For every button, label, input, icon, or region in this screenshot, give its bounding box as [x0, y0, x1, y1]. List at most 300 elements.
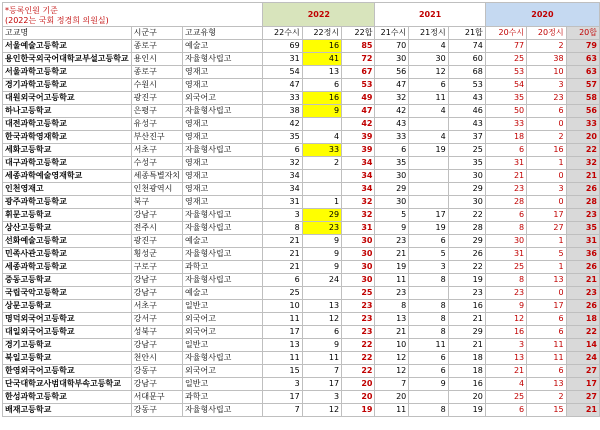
cell-21-jeongsi[interactable]: 11 — [409, 92, 448, 105]
cell-20-susi[interactable]: 4 — [485, 378, 526, 391]
cell-20-total[interactable]: 21 — [566, 404, 599, 417]
cell-22-susi[interactable]: 21 — [263, 248, 302, 261]
cell-20-total[interactable]: 14 — [566, 339, 599, 352]
cell-22-susi[interactable]: 17 — [263, 326, 302, 339]
cell-20-jeongsi[interactable]: 2 — [527, 40, 566, 53]
cell-22-susi[interactable]: 47 — [263, 79, 302, 92]
cell-district[interactable]: 세종특별자치 — [131, 170, 182, 183]
cell-21-jeongsi[interactable]: 9 — [409, 378, 448, 391]
cell-20-jeongsi[interactable]: 13 — [527, 274, 566, 287]
cell-22-jeongsi[interactable]: 11 — [302, 352, 341, 365]
cell-district[interactable]: 인천광역시 — [131, 183, 182, 196]
cell-22-jeongsi[interactable]: 13 — [302, 300, 341, 313]
cell-school-type[interactable]: 외국어고 — [183, 313, 263, 326]
cell-20-susi[interactable]: 25 — [485, 261, 526, 274]
cell-20-total[interactable]: 23 — [566, 209, 599, 222]
cell-district[interactable]: 서초구 — [131, 300, 182, 313]
cell-22-susi[interactable]: 33 — [263, 92, 302, 105]
cell-20-susi[interactable]: 6 — [485, 404, 526, 417]
cell-21-jeongsi[interactable] — [409, 170, 448, 183]
header-22-jeongsi[interactable]: 22정시 — [302, 27, 341, 40]
cell-21-susi[interactable]: 23 — [375, 235, 409, 248]
cell-22-susi[interactable]: 38 — [263, 105, 302, 118]
cell-20-susi[interactable]: 8 — [485, 222, 526, 235]
group-2021[interactable]: 2021 — [375, 3, 485, 27]
cell-21-jeongsi[interactable] — [409, 183, 448, 196]
cell-20-total[interactable]: 58 — [566, 92, 599, 105]
cell-22-total[interactable]: 34 — [342, 157, 375, 170]
cell-21-jeongsi[interactable]: 6 — [409, 235, 448, 248]
cell-22-jeongsi[interactable]: 12 — [302, 313, 341, 326]
cell-22-jeongsi[interactable]: 9 — [302, 248, 341, 261]
cell-22-jeongsi[interactable]: 17 — [302, 378, 341, 391]
cell-21-susi[interactable]: 33 — [375, 131, 409, 144]
cell-22-susi[interactable]: 34 — [263, 183, 302, 196]
cell-22-susi[interactable]: 10 — [263, 300, 302, 313]
cell-22-susi[interactable]: 7 — [263, 404, 302, 417]
cell-22-susi[interactable]: 32 — [263, 157, 302, 170]
cell-21-total[interactable]: 21 — [448, 339, 485, 352]
cell-20-susi[interactable]: 13 — [485, 352, 526, 365]
cell-21-total[interactable]: 30 — [448, 170, 485, 183]
cell-20-jeongsi[interactable]: 5 — [527, 248, 566, 261]
cell-21-jeongsi[interactable]: 30 — [409, 53, 448, 66]
cell-21-jeongsi[interactable]: 11 — [409, 339, 448, 352]
cell-20-total[interactable]: 18 — [566, 313, 599, 326]
cell-20-jeongsi[interactable]: 6 — [527, 326, 566, 339]
cell-school[interactable]: 용인한국외국어대학교부설고등학교 — [3, 53, 132, 66]
cell-21-total[interactable]: 68 — [448, 66, 485, 79]
group-2022[interactable]: 2022 — [263, 3, 375, 27]
cell-district[interactable]: 강동구 — [131, 404, 182, 417]
cell-22-jeongsi[interactable]: 29 — [302, 209, 341, 222]
cell-20-total[interactable]: 24 — [566, 352, 599, 365]
cell-22-jeongsi[interactable]: 16 — [302, 92, 341, 105]
cell-22-jeongsi[interactable]: 4 — [302, 131, 341, 144]
cell-21-susi[interactable]: 19 — [375, 261, 409, 274]
cell-20-total[interactable]: 57 — [566, 79, 599, 92]
cell-22-total[interactable]: 72 — [342, 53, 375, 66]
cell-22-total[interactable]: 23 — [342, 313, 375, 326]
cell-school[interactable]: 상산고등학교 — [3, 222, 132, 235]
cell-22-total[interactable]: 25 — [342, 287, 375, 300]
cell-20-susi[interactable]: 6 — [485, 144, 526, 157]
cell-20-susi[interactable]: 12 — [485, 313, 526, 326]
cell-22-jeongsi[interactable]: 12 — [302, 404, 341, 417]
cell-21-jeongsi[interactable]: 4 — [409, 105, 448, 118]
cell-school-type[interactable]: 예술고 — [183, 287, 263, 300]
cell-22-total[interactable]: 53 — [342, 79, 375, 92]
cell-21-total[interactable]: 35 — [448, 157, 485, 170]
header-21-jeongsi[interactable]: 21정시 — [409, 27, 448, 40]
cell-21-total[interactable]: 20 — [448, 391, 485, 404]
cell-22-susi[interactable]: 13 — [263, 339, 302, 352]
cell-district[interactable]: 천안시 — [131, 352, 182, 365]
cell-21-jeongsi[interactable]: 8 — [409, 300, 448, 313]
cell-22-susi[interactable]: 8 — [263, 222, 302, 235]
cell-22-jeongsi[interactable]: 24 — [302, 274, 341, 287]
cell-district[interactable]: 수원시 — [131, 79, 182, 92]
cell-22-susi[interactable]: 42 — [263, 118, 302, 131]
cell-22-total[interactable]: 30 — [342, 248, 375, 261]
cell-22-jeongsi[interactable]: 41 — [302, 53, 341, 66]
cell-21-susi[interactable]: 6 — [375, 144, 409, 157]
cell-20-jeongsi[interactable]: 27 — [527, 222, 566, 235]
cell-21-jeongsi[interactable]: 4 — [409, 131, 448, 144]
cell-school-type[interactable]: 영재고 — [183, 66, 263, 79]
cell-21-susi[interactable]: 10 — [375, 339, 409, 352]
cell-21-total[interactable]: 46 — [448, 105, 485, 118]
cell-school-type[interactable]: 자율형사립고 — [183, 404, 263, 417]
cell-22-jeongsi[interactable]: 9 — [302, 235, 341, 248]
cell-20-total[interactable]: 21 — [566, 170, 599, 183]
cell-20-total[interactable]: 56 — [566, 105, 599, 118]
cell-20-susi[interactable]: 8 — [485, 274, 526, 287]
cell-20-susi[interactable]: 50 — [485, 105, 526, 118]
cell-22-jeongsi[interactable]: 7 — [302, 365, 341, 378]
cell-21-susi[interactable]: 30 — [375, 170, 409, 183]
cell-22-susi[interactable]: 34 — [263, 170, 302, 183]
header-school-type[interactable]: 고교유형 — [183, 27, 263, 40]
cell-district[interactable]: 강동구 — [131, 365, 182, 378]
cell-school-type[interactable]: 자율형사립고 — [183, 144, 263, 157]
cell-20-jeongsi[interactable]: 1 — [527, 235, 566, 248]
cell-school-type[interactable]: 영재고 — [183, 183, 263, 196]
cell-21-total[interactable]: 28 — [448, 222, 485, 235]
cell-20-susi[interactable]: 33 — [485, 118, 526, 131]
cell-22-susi[interactable]: 21 — [263, 235, 302, 248]
header-20-jeongsi[interactable]: 20정시 — [527, 27, 566, 40]
cell-school[interactable]: 하나고등학교 — [3, 105, 132, 118]
cell-20-jeongsi[interactable]: 0 — [527, 196, 566, 209]
cell-school[interactable]: 명덕외국어고등학교 — [3, 313, 132, 326]
cell-22-total[interactable]: 34 — [342, 183, 375, 196]
cell-school-type[interactable]: 자율형사립고 — [183, 209, 263, 222]
cell-21-susi[interactable]: 11 — [375, 404, 409, 417]
cell-school-type[interactable]: 과학고 — [183, 391, 263, 404]
cell-22-susi[interactable]: 3 — [263, 378, 302, 391]
header-22-total[interactable]: 22합 — [342, 27, 375, 40]
cell-district[interactable]: 종로구 — [131, 66, 182, 79]
cell-21-susi[interactable]: 8 — [375, 300, 409, 313]
group-2020[interactable]: 2020 — [485, 3, 599, 27]
cell-school[interactable]: 경기과학고등학교 — [3, 79, 132, 92]
cell-district[interactable]: 강남구 — [131, 287, 182, 300]
cell-20-jeongsi[interactable]: 1 — [527, 157, 566, 170]
cell-school-type[interactable]: 자율형사립고 — [183, 248, 263, 261]
cell-district[interactable]: 강남구 — [131, 274, 182, 287]
cell-district[interactable]: 광진구 — [131, 235, 182, 248]
cell-20-total[interactable]: 35 — [566, 222, 599, 235]
cell-20-jeongsi[interactable]: 15 — [527, 404, 566, 417]
cell-school-type[interactable]: 자율형사립고 — [183, 222, 263, 235]
cell-22-total[interactable]: 67 — [342, 66, 375, 79]
cell-21-susi[interactable]: 47 — [375, 79, 409, 92]
cell-21-total[interactable]: 29 — [448, 235, 485, 248]
cell-21-jeongsi[interactable]: 8 — [409, 326, 448, 339]
cell-22-total[interactable]: 30 — [342, 261, 375, 274]
cell-20-jeongsi[interactable]: 11 — [527, 352, 566, 365]
cell-district[interactable]: 횡성군 — [131, 248, 182, 261]
cell-20-total[interactable]: 23 — [566, 287, 599, 300]
cell-21-jeongsi[interactable]: 6 — [409, 352, 448, 365]
cell-22-jeongsi[interactable] — [302, 170, 341, 183]
cell-district[interactable]: 서초구 — [131, 144, 182, 157]
cell-20-total[interactable]: 17 — [566, 378, 599, 391]
cell-20-susi[interactable]: 30 — [485, 235, 526, 248]
cell-20-susi[interactable]: 25 — [485, 391, 526, 404]
cell-20-jeongsi[interactable]: 0 — [527, 287, 566, 300]
cell-20-jeongsi[interactable]: 6 — [527, 365, 566, 378]
cell-22-susi[interactable]: 35 — [263, 131, 302, 144]
cell-21-jeongsi[interactable]: 3 — [409, 261, 448, 274]
cell-20-susi[interactable]: 16 — [485, 326, 526, 339]
cell-school[interactable]: 단국대학교사범대학부속고등학교 — [3, 378, 132, 391]
cell-20-jeongsi[interactable]: 11 — [527, 339, 566, 352]
cell-school[interactable]: 한성과학고등학교 — [3, 391, 132, 404]
header-district[interactable]: 시군구 — [131, 27, 182, 40]
cell-22-susi[interactable]: 31 — [263, 53, 302, 66]
cell-21-jeongsi[interactable] — [409, 118, 448, 131]
cell-district[interactable]: 북구 — [131, 196, 182, 209]
cell-district[interactable]: 강남구 — [131, 339, 182, 352]
cell-21-total[interactable]: 26 — [448, 248, 485, 261]
cell-school[interactable]: 세종과학고등학교 — [3, 261, 132, 274]
cell-school[interactable]: 대구과학고등학교 — [3, 157, 132, 170]
cell-20-total[interactable]: 27 — [566, 365, 599, 378]
cell-22-total[interactable]: 19 — [342, 404, 375, 417]
cell-20-susi[interactable]: 28 — [485, 196, 526, 209]
cell-school-type[interactable]: 외국어고 — [183, 365, 263, 378]
cell-22-jeongsi[interactable] — [302, 287, 341, 300]
cell-22-susi[interactable]: 17 — [263, 391, 302, 404]
cell-20-jeongsi[interactable]: 23 — [527, 92, 566, 105]
cell-21-susi[interactable]: 21 — [375, 248, 409, 261]
header-22-susi[interactable]: 22수시 — [263, 27, 302, 40]
cell-21-susi[interactable]: 13 — [375, 313, 409, 326]
cell-school-type[interactable]: 영재고 — [183, 131, 263, 144]
cell-school-type[interactable]: 자율형사립고 — [183, 53, 263, 66]
cell-21-susi[interactable]: 29 — [375, 183, 409, 196]
cell-22-total[interactable]: 32 — [342, 196, 375, 209]
cell-21-susi[interactable]: 11 — [375, 274, 409, 287]
cell-21-total[interactable]: 22 — [448, 261, 485, 274]
cell-20-jeongsi[interactable]: 6 — [527, 313, 566, 326]
cell-20-susi[interactable]: 21 — [485, 170, 526, 183]
cell-school-type[interactable]: 자율형사립고 — [183, 274, 263, 287]
cell-22-total[interactable]: 22 — [342, 339, 375, 352]
cell-school-type[interactable]: 영재고 — [183, 118, 263, 131]
cell-district[interactable]: 부산진구 — [131, 131, 182, 144]
cell-school[interactable]: 대일외국어고등학교 — [3, 326, 132, 339]
cell-21-total[interactable]: 22 — [448, 209, 485, 222]
cell-21-susi[interactable]: 12 — [375, 352, 409, 365]
cell-22-total[interactable]: 49 — [342, 92, 375, 105]
cell-district[interactable]: 수성구 — [131, 157, 182, 170]
cell-20-susi[interactable]: 53 — [485, 66, 526, 79]
cell-20-total[interactable]: 26 — [566, 300, 599, 313]
cell-21-jeongsi[interactable]: 6 — [409, 79, 448, 92]
cell-22-total[interactable]: 39 — [342, 144, 375, 157]
cell-school-type[interactable]: 일반고 — [183, 300, 263, 313]
cell-20-total[interactable]: 28 — [566, 196, 599, 209]
cell-21-susi[interactable]: 20 — [375, 391, 409, 404]
cell-school[interactable]: 민족사관고등학교 — [3, 248, 132, 261]
cell-school[interactable]: 국립국악고등학교 — [3, 287, 132, 300]
cell-school-type[interactable]: 영재고 — [183, 79, 263, 92]
cell-21-total[interactable]: 21 — [448, 313, 485, 326]
cell-22-jeongsi[interactable]: 9 — [302, 261, 341, 274]
cell-district[interactable]: 광진구 — [131, 92, 182, 105]
cell-21-susi[interactable]: 32 — [375, 92, 409, 105]
cell-22-susi[interactable]: 25 — [263, 287, 302, 300]
cell-20-susi[interactable]: 31 — [485, 248, 526, 261]
cell-22-total[interactable]: 39 — [342, 131, 375, 144]
cell-20-susi[interactable]: 9 — [485, 300, 526, 313]
cell-22-total[interactable]: 42 — [342, 118, 375, 131]
cell-20-total[interactable]: 22 — [566, 144, 599, 157]
cell-22-total[interactable]: 34 — [342, 170, 375, 183]
cell-22-jeongsi[interactable]: 6 — [302, 79, 341, 92]
cell-20-jeongsi[interactable]: 0 — [527, 118, 566, 131]
cell-20-susi[interactable]: 23 — [485, 287, 526, 300]
cell-22-total[interactable]: 23 — [342, 300, 375, 313]
cell-20-jeongsi[interactable]: 10 — [527, 66, 566, 79]
cell-21-total[interactable]: 19 — [448, 404, 485, 417]
cell-district[interactable]: 강서구 — [131, 313, 182, 326]
cell-district[interactable]: 구로구 — [131, 261, 182, 274]
cell-21-susi[interactable]: 21 — [375, 326, 409, 339]
cell-22-total[interactable]: 23 — [342, 326, 375, 339]
cell-22-susi[interactable]: 11 — [263, 352, 302, 365]
cell-20-jeongsi[interactable]: 13 — [527, 378, 566, 391]
cell-20-total[interactable]: 36 — [566, 248, 599, 261]
cell-21-total[interactable]: 16 — [448, 300, 485, 313]
cell-21-total[interactable]: 18 — [448, 365, 485, 378]
cell-21-susi[interactable]: 23 — [375, 287, 409, 300]
cell-20-jeongsi[interactable]: 2 — [527, 131, 566, 144]
cell-20-susi[interactable]: 35 — [485, 92, 526, 105]
cell-22-susi[interactable]: 3 — [263, 209, 302, 222]
cell-20-total[interactable]: 27 — [566, 391, 599, 404]
cell-20-total[interactable]: 26 — [566, 183, 599, 196]
cell-20-jeongsi[interactable]: 17 — [527, 209, 566, 222]
cell-22-jeongsi[interactable] — [302, 183, 341, 196]
cell-20-susi[interactable]: 18 — [485, 131, 526, 144]
cell-20-total[interactable]: 32 — [566, 157, 599, 170]
cell-school[interactable]: 세종과학예술영재학교 — [3, 170, 132, 183]
cell-district[interactable]: 종로구 — [131, 40, 182, 53]
cell-21-jeongsi[interactable]: 19 — [409, 222, 448, 235]
cell-21-jeongsi[interactable]: 6 — [409, 365, 448, 378]
cell-20-susi[interactable]: 21 — [485, 365, 526, 378]
cell-22-total[interactable]: 20 — [342, 378, 375, 391]
cell-20-susi[interactable]: 6 — [485, 209, 526, 222]
cell-21-susi[interactable]: 30 — [375, 196, 409, 209]
cell-school[interactable]: 인천영재고 — [3, 183, 132, 196]
cell-20-jeongsi[interactable]: 1 — [527, 261, 566, 274]
cell-22-total[interactable]: 30 — [342, 235, 375, 248]
cell-20-total[interactable]: 21 — [566, 274, 599, 287]
cell-district[interactable]: 용인시 — [131, 53, 182, 66]
cell-21-jeongsi[interactable] — [409, 157, 448, 170]
cell-20-jeongsi[interactable]: 0 — [527, 170, 566, 183]
cell-21-total[interactable]: 37 — [448, 131, 485, 144]
cell-21-jeongsi[interactable]: 17 — [409, 209, 448, 222]
cell-school[interactable]: 광주과학고등학교 — [3, 196, 132, 209]
cell-21-total[interactable]: 43 — [448, 92, 485, 105]
cell-21-total[interactable]: 53 — [448, 79, 485, 92]
cell-district[interactable]: 은평구 — [131, 105, 182, 118]
cell-21-total[interactable]: 29 — [448, 326, 485, 339]
cell-20-susi[interactable]: 31 — [485, 157, 526, 170]
cell-school[interactable]: 대원외국어고등학교 — [3, 92, 132, 105]
cell-22-jeongsi[interactable]: 16 — [302, 40, 341, 53]
cell-20-total[interactable]: 63 — [566, 66, 599, 79]
cell-school[interactable]: 북일고등학교 — [3, 352, 132, 365]
cell-21-jeongsi[interactable]: 8 — [409, 313, 448, 326]
cell-21-total[interactable]: 29 — [448, 183, 485, 196]
cell-20-susi[interactable]: 23 — [485, 183, 526, 196]
cell-20-jeongsi[interactable]: 17 — [527, 300, 566, 313]
cell-22-jeongsi[interactable]: 2 — [302, 157, 341, 170]
cell-21-total[interactable]: 60 — [448, 53, 485, 66]
cell-20-jeongsi[interactable]: 6 — [527, 105, 566, 118]
cell-22-total[interactable]: 31 — [342, 222, 375, 235]
cell-22-jeongsi[interactable]: 9 — [302, 105, 341, 118]
cell-district[interactable]: 전주시 — [131, 222, 182, 235]
cell-21-jeongsi[interactable] — [409, 196, 448, 209]
cell-21-susi[interactable]: 7 — [375, 378, 409, 391]
cell-22-susi[interactable]: 69 — [263, 40, 302, 53]
cell-school-type[interactable]: 예술고 — [183, 235, 263, 248]
cell-school-type[interactable]: 영재고 — [183, 157, 263, 170]
cell-22-susi[interactable]: 31 — [263, 196, 302, 209]
cell-school[interactable]: 한영외국어고등학교 — [3, 365, 132, 378]
cell-school[interactable]: 세화고등학교 — [3, 144, 132, 157]
cell-22-susi[interactable]: 54 — [263, 66, 302, 79]
cell-22-jeongsi[interactable]: 6 — [302, 326, 341, 339]
cell-20-jeongsi[interactable]: 16 — [527, 144, 566, 157]
cell-school-type[interactable]: 일반고 — [183, 378, 263, 391]
header-20-total[interactable]: 20합 — [566, 27, 599, 40]
cell-22-susi[interactable]: 6 — [263, 274, 302, 287]
cell-21-susi[interactable]: 70 — [375, 40, 409, 53]
cell-22-susi[interactable]: 6 — [263, 144, 302, 157]
cell-school[interactable]: 대전과학고등학교 — [3, 118, 132, 131]
cell-20-total[interactable]: 63 — [566, 53, 599, 66]
cell-21-jeongsi[interactable]: 19 — [409, 144, 448, 157]
cell-school[interactable]: 상문고등학교 — [3, 300, 132, 313]
cell-school[interactable]: 선화예술고등학교 — [3, 235, 132, 248]
cell-20-jeongsi[interactable]: 3 — [527, 183, 566, 196]
cell-21-jeongsi[interactable] — [409, 391, 448, 404]
cell-21-total[interactable]: 30 — [448, 196, 485, 209]
cell-22-total[interactable]: 22 — [342, 352, 375, 365]
cell-22-jeongsi[interactable]: 1 — [302, 196, 341, 209]
cell-22-jeongsi[interactable]: 13 — [302, 66, 341, 79]
cell-21-total[interactable]: 74 — [448, 40, 485, 53]
cell-district[interactable]: 성북구 — [131, 326, 182, 339]
cell-school[interactable]: 서울과학고등학교 — [3, 66, 132, 79]
cell-school[interactable]: 중동고등학교 — [3, 274, 132, 287]
cell-20-total[interactable]: 22 — [566, 326, 599, 339]
cell-school[interactable]: 서울예술고등학교 — [3, 40, 132, 53]
cell-district[interactable]: 유성구 — [131, 118, 182, 131]
cell-district[interactable]: 강남구 — [131, 378, 182, 391]
cell-22-total[interactable]: 32 — [342, 209, 375, 222]
cell-21-total[interactable]: 23 — [448, 287, 485, 300]
